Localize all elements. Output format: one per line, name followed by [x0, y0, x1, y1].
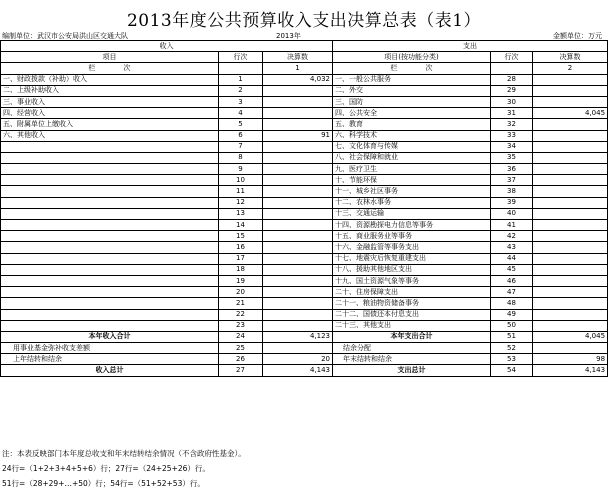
expense-item-name: 五、教育 — [333, 119, 491, 130]
expense-line-number: 30 — [491, 96, 533, 107]
income-line-number: 5 — [219, 119, 263, 130]
income-amount — [263, 320, 333, 331]
expense-line-number: 52 — [491, 343, 533, 354]
table-row — [1, 365, 608, 376]
income-item-name — [1, 309, 219, 320]
expense-item-name: 十、节能环保 — [333, 175, 491, 186]
expense-line-number: 39 — [491, 197, 533, 208]
expense-item-name: 十六、金融监管等事务支出 — [333, 242, 491, 253]
income-item-name — [1, 275, 219, 286]
expense-line-number: 47 — [491, 287, 533, 298]
income-item-name: 一、财政拨款（补助）收入 — [1, 74, 219, 85]
expense-column-index: 2 — [533, 63, 608, 74]
expense-line-number: 45 — [491, 264, 533, 275]
income-line-number: 20 — [219, 287, 263, 298]
income-column-label: 栏 次 — [1, 63, 219, 74]
income-item-name — [1, 220, 219, 231]
income-item-name — [1, 164, 219, 175]
expense-item-name: 八、社会保障和就业 — [333, 152, 491, 163]
income-line-number: 23 — [219, 320, 263, 331]
income-amount — [263, 343, 333, 354]
expense-line-number: 49 — [491, 309, 533, 320]
income-line-number: 15 — [219, 231, 263, 242]
expense-line-number: 42 — [491, 231, 533, 242]
income-line-number: 9 — [219, 164, 263, 175]
expense-line-number: 53 — [491, 354, 533, 365]
footnote-line: 51行=（28+29+…+50）行；54行=（51+52+53）行。 — [2, 479, 205, 488]
income-item-name — [1, 242, 219, 253]
table-row — [1, 108, 608, 119]
expense-item-name: 十七、地震灾后恢复重建支出 — [333, 253, 491, 264]
expense-line-number: 35 — [491, 152, 533, 163]
footnote-line: 注：本表反映部门本年度总收支和年末结转结余情况（不含政府性基金）。 — [2, 449, 246, 458]
table-row — [1, 354, 608, 365]
expense-item-name: 年末结转和结余 — [333, 354, 491, 365]
income-column-index: 1 — [263, 63, 333, 74]
expense-line-number: 48 — [491, 298, 533, 309]
expense-item-name: 十二、农林水事务 — [333, 197, 491, 208]
expense-amount: 4,143 — [533, 365, 608, 376]
income-section-header: 收入 — [1, 41, 333, 52]
expense-item-name: 三、国防 — [333, 96, 491, 107]
expense-line-number: 32 — [491, 119, 533, 130]
expense-amount — [533, 141, 608, 152]
expense-line-number: 33 — [491, 130, 533, 141]
income-item-name: 五、附属单位上缴收入 — [1, 119, 219, 130]
income-amount — [263, 96, 333, 107]
section-header-row — [1, 41, 608, 52]
income-amount — [263, 141, 333, 152]
income-line-number: 11 — [219, 186, 263, 197]
income-amount — [263, 186, 333, 197]
table-row — [1, 320, 608, 331]
table-row — [1, 164, 608, 175]
income-item-name: 二、上级补助收入 — [1, 85, 219, 96]
report-year: 2013年 — [276, 32, 301, 40]
income-item-name: 收入总计 — [1, 365, 219, 376]
expense-amount — [533, 275, 608, 286]
income-line-number: 27 — [219, 365, 263, 376]
income-item-name — [1, 141, 219, 152]
income-line-number: 24 — [219, 331, 263, 342]
table-row — [1, 231, 608, 242]
expense-line-number: 37 — [491, 175, 533, 186]
income-amount — [263, 231, 333, 242]
income-line-number: 14 — [219, 220, 263, 231]
income-amount — [263, 309, 333, 320]
expense-amount — [533, 152, 608, 163]
income-line-number: 21 — [219, 298, 263, 309]
income-amount: 4,032 — [263, 74, 333, 85]
income-amount: 4,143 — [263, 365, 333, 376]
income-column-line — [219, 63, 263, 74]
column-header-row — [1, 52, 608, 63]
expense-amount: 4,045 — [533, 331, 608, 342]
income-amount — [263, 298, 333, 309]
income-amount — [263, 287, 333, 298]
income-line-number: 10 — [219, 175, 263, 186]
expense-amount — [533, 287, 608, 298]
currency-unit: 金额单位：万元 — [553, 32, 602, 40]
income-line-header: 行次 — [219, 52, 263, 63]
income-item-name — [1, 287, 219, 298]
expense-item-name: 十一、城乡社区事务 — [333, 186, 491, 197]
table-row — [1, 264, 608, 275]
income-amount — [263, 264, 333, 275]
table-row — [1, 242, 608, 253]
table-row — [1, 85, 608, 96]
expense-item-name: 结余分配 — [333, 343, 491, 354]
table-row — [1, 331, 608, 342]
income-line-number: 7 — [219, 141, 263, 152]
income-amount — [263, 119, 333, 130]
income-item-name: 六、其他收入 — [1, 130, 219, 141]
expense-line-number: 29 — [491, 85, 533, 96]
income-amount: 20 — [263, 354, 333, 365]
expense-amount — [533, 186, 608, 197]
expense-item-name: 本年支出合计 — [333, 331, 491, 342]
expense-amount — [533, 197, 608, 208]
expense-amount — [533, 242, 608, 253]
expense-line-number: 44 — [491, 253, 533, 264]
footnotes — [2, 446, 246, 491]
expense-item-name: 二十三、其他支出 — [333, 320, 491, 331]
income-item-name: 三、事业收入 — [1, 96, 219, 107]
income-item-name: 用事业基金弥补收支差额 — [1, 343, 219, 354]
income-item-name: 上年结转和结余 — [1, 354, 219, 365]
expense-amount — [533, 74, 608, 85]
table-row — [1, 74, 608, 85]
budget-table — [0, 40, 608, 377]
expense-column-label: 栏 次 — [333, 63, 491, 74]
table-row — [1, 96, 608, 107]
income-item-name — [1, 253, 219, 264]
expense-item-name: 一、一般公共服务 — [333, 74, 491, 85]
expense-column-line — [491, 63, 533, 74]
income-line-number: 1 — [219, 74, 263, 85]
expense-item-name: 九、医疗卫生 — [333, 164, 491, 175]
expense-amount — [533, 119, 608, 130]
income-item-name: 四、经营收入 — [1, 108, 219, 119]
income-amount — [263, 197, 333, 208]
expense-line-number: 36 — [491, 164, 533, 175]
expense-amount — [533, 220, 608, 231]
income-line-number: 25 — [219, 343, 263, 354]
income-line-number: 19 — [219, 275, 263, 286]
expense-amount: 4,045 — [533, 108, 608, 119]
table-row — [1, 141, 608, 152]
income-item-name — [1, 197, 219, 208]
expense-line-number: 38 — [491, 186, 533, 197]
table-row — [1, 197, 608, 208]
expense-amount: 98 — [533, 354, 608, 365]
table-row — [1, 220, 608, 231]
expense-line-number: 46 — [491, 275, 533, 286]
expense-amount — [533, 264, 608, 275]
income-line-number: 4 — [219, 108, 263, 119]
income-amount — [263, 85, 333, 96]
income-line-number: 26 — [219, 354, 263, 365]
expense-item-name: 十三、交通运输 — [333, 208, 491, 219]
income-line-number: 6 — [219, 130, 263, 141]
income-item-name — [1, 264, 219, 275]
expense-item-header: 项目(按功能分类) — [333, 52, 491, 63]
expense-item-name: 二、外交 — [333, 85, 491, 96]
income-line-number: 13 — [219, 208, 263, 219]
table-row — [1, 287, 608, 298]
income-amount — [263, 175, 333, 186]
compiling-unit: 编制单位：武汉市公安局洪山区交通大队 — [2, 32, 128, 40]
income-final-header: 决算数 — [263, 52, 333, 63]
income-line-number: 3 — [219, 96, 263, 107]
expense-amount — [533, 343, 608, 354]
expense-item-name: 支出总计 — [333, 365, 491, 376]
table-row — [1, 152, 608, 163]
income-amount — [263, 108, 333, 119]
column-index-row — [1, 63, 608, 74]
expense-item-name: 十五、商业服务业等事务 — [333, 231, 491, 242]
expense-item-name: 十九、国土资源气象等事务 — [333, 275, 491, 286]
report-title: 2013年度公共预算收入支出决算总表（表1） — [126, 11, 482, 31]
table-row — [1, 130, 608, 141]
expense-line-number: 41 — [491, 220, 533, 231]
income-line-number: 12 — [219, 197, 263, 208]
income-item-name — [1, 175, 219, 186]
footnote-line: 24行=（1+2+3+4+5+6）行；27行=（24+25+26）行。 — [2, 464, 210, 473]
income-line-number: 17 — [219, 253, 263, 264]
expense-amount — [533, 320, 608, 331]
income-item-name: 本年收入合计 — [1, 331, 219, 342]
income-line-number: 8 — [219, 152, 263, 163]
income-amount — [263, 164, 333, 175]
income-item-name — [1, 298, 219, 309]
table-row — [1, 208, 608, 219]
expense-amount — [533, 253, 608, 264]
expense-line-number: 28 — [491, 74, 533, 85]
income-line-number: 18 — [219, 264, 263, 275]
income-item-name — [1, 208, 219, 219]
expense-amount — [533, 96, 608, 107]
expense-item-name: 二十一、粮油物资储备事务 — [333, 298, 491, 309]
income-amount — [263, 208, 333, 219]
expense-amount — [533, 231, 608, 242]
expense-line-header: 行次 — [491, 52, 533, 63]
income-item-name — [1, 231, 219, 242]
expense-amount — [533, 208, 608, 219]
income-amount — [263, 253, 333, 264]
expense-amount — [533, 175, 608, 186]
expense-line-number: 34 — [491, 141, 533, 152]
income-item-name — [1, 186, 219, 197]
expense-item-name: 六、科学技术 — [333, 130, 491, 141]
expense-final-header: 决算数 — [533, 52, 608, 63]
expense-line-number: 40 — [491, 208, 533, 219]
expense-line-number: 51 — [491, 331, 533, 342]
table-row — [1, 186, 608, 197]
expense-line-number: 50 — [491, 320, 533, 331]
income-amount — [263, 152, 333, 163]
table-row — [1, 275, 608, 286]
table-row — [1, 309, 608, 320]
expense-amount — [533, 309, 608, 320]
income-item-name — [1, 152, 219, 163]
income-amount — [263, 242, 333, 253]
table-row — [1, 175, 608, 186]
expense-line-number: 43 — [491, 242, 533, 253]
table-row — [1, 119, 608, 130]
expense-amount — [533, 85, 608, 96]
expense-item-name: 十八、援助其他地区支出 — [333, 264, 491, 275]
expense-section-header: 支出 — [333, 41, 608, 52]
expense-item-name: 二十、住房保障支出 — [333, 287, 491, 298]
expense-line-number: 54 — [491, 365, 533, 376]
expense-amount — [533, 164, 608, 175]
expense-line-number: 31 — [491, 108, 533, 119]
income-line-number: 2 — [219, 85, 263, 96]
income-amount: 4,123 — [263, 331, 333, 342]
expense-amount — [533, 130, 608, 141]
income-amount — [263, 275, 333, 286]
expense-item-name: 七、文化体育与传媒 — [333, 141, 491, 152]
income-item-header: 项目 — [1, 52, 219, 63]
table-row — [1, 253, 608, 264]
table-row — [1, 343, 608, 354]
table-row — [1, 298, 608, 309]
expense-item-name: 四、公共安全 — [333, 108, 491, 119]
expense-item-name: 十四、资源勘探电力信息等事务 — [333, 220, 491, 231]
income-line-number: 16 — [219, 242, 263, 253]
income-item-name — [1, 320, 219, 331]
income-amount: 91 — [263, 130, 333, 141]
income-amount — [263, 220, 333, 231]
expense-amount — [533, 298, 608, 309]
income-line-number: 22 — [219, 309, 263, 320]
expense-item-name: 二十二、国债还本付息支出 — [333, 309, 491, 320]
